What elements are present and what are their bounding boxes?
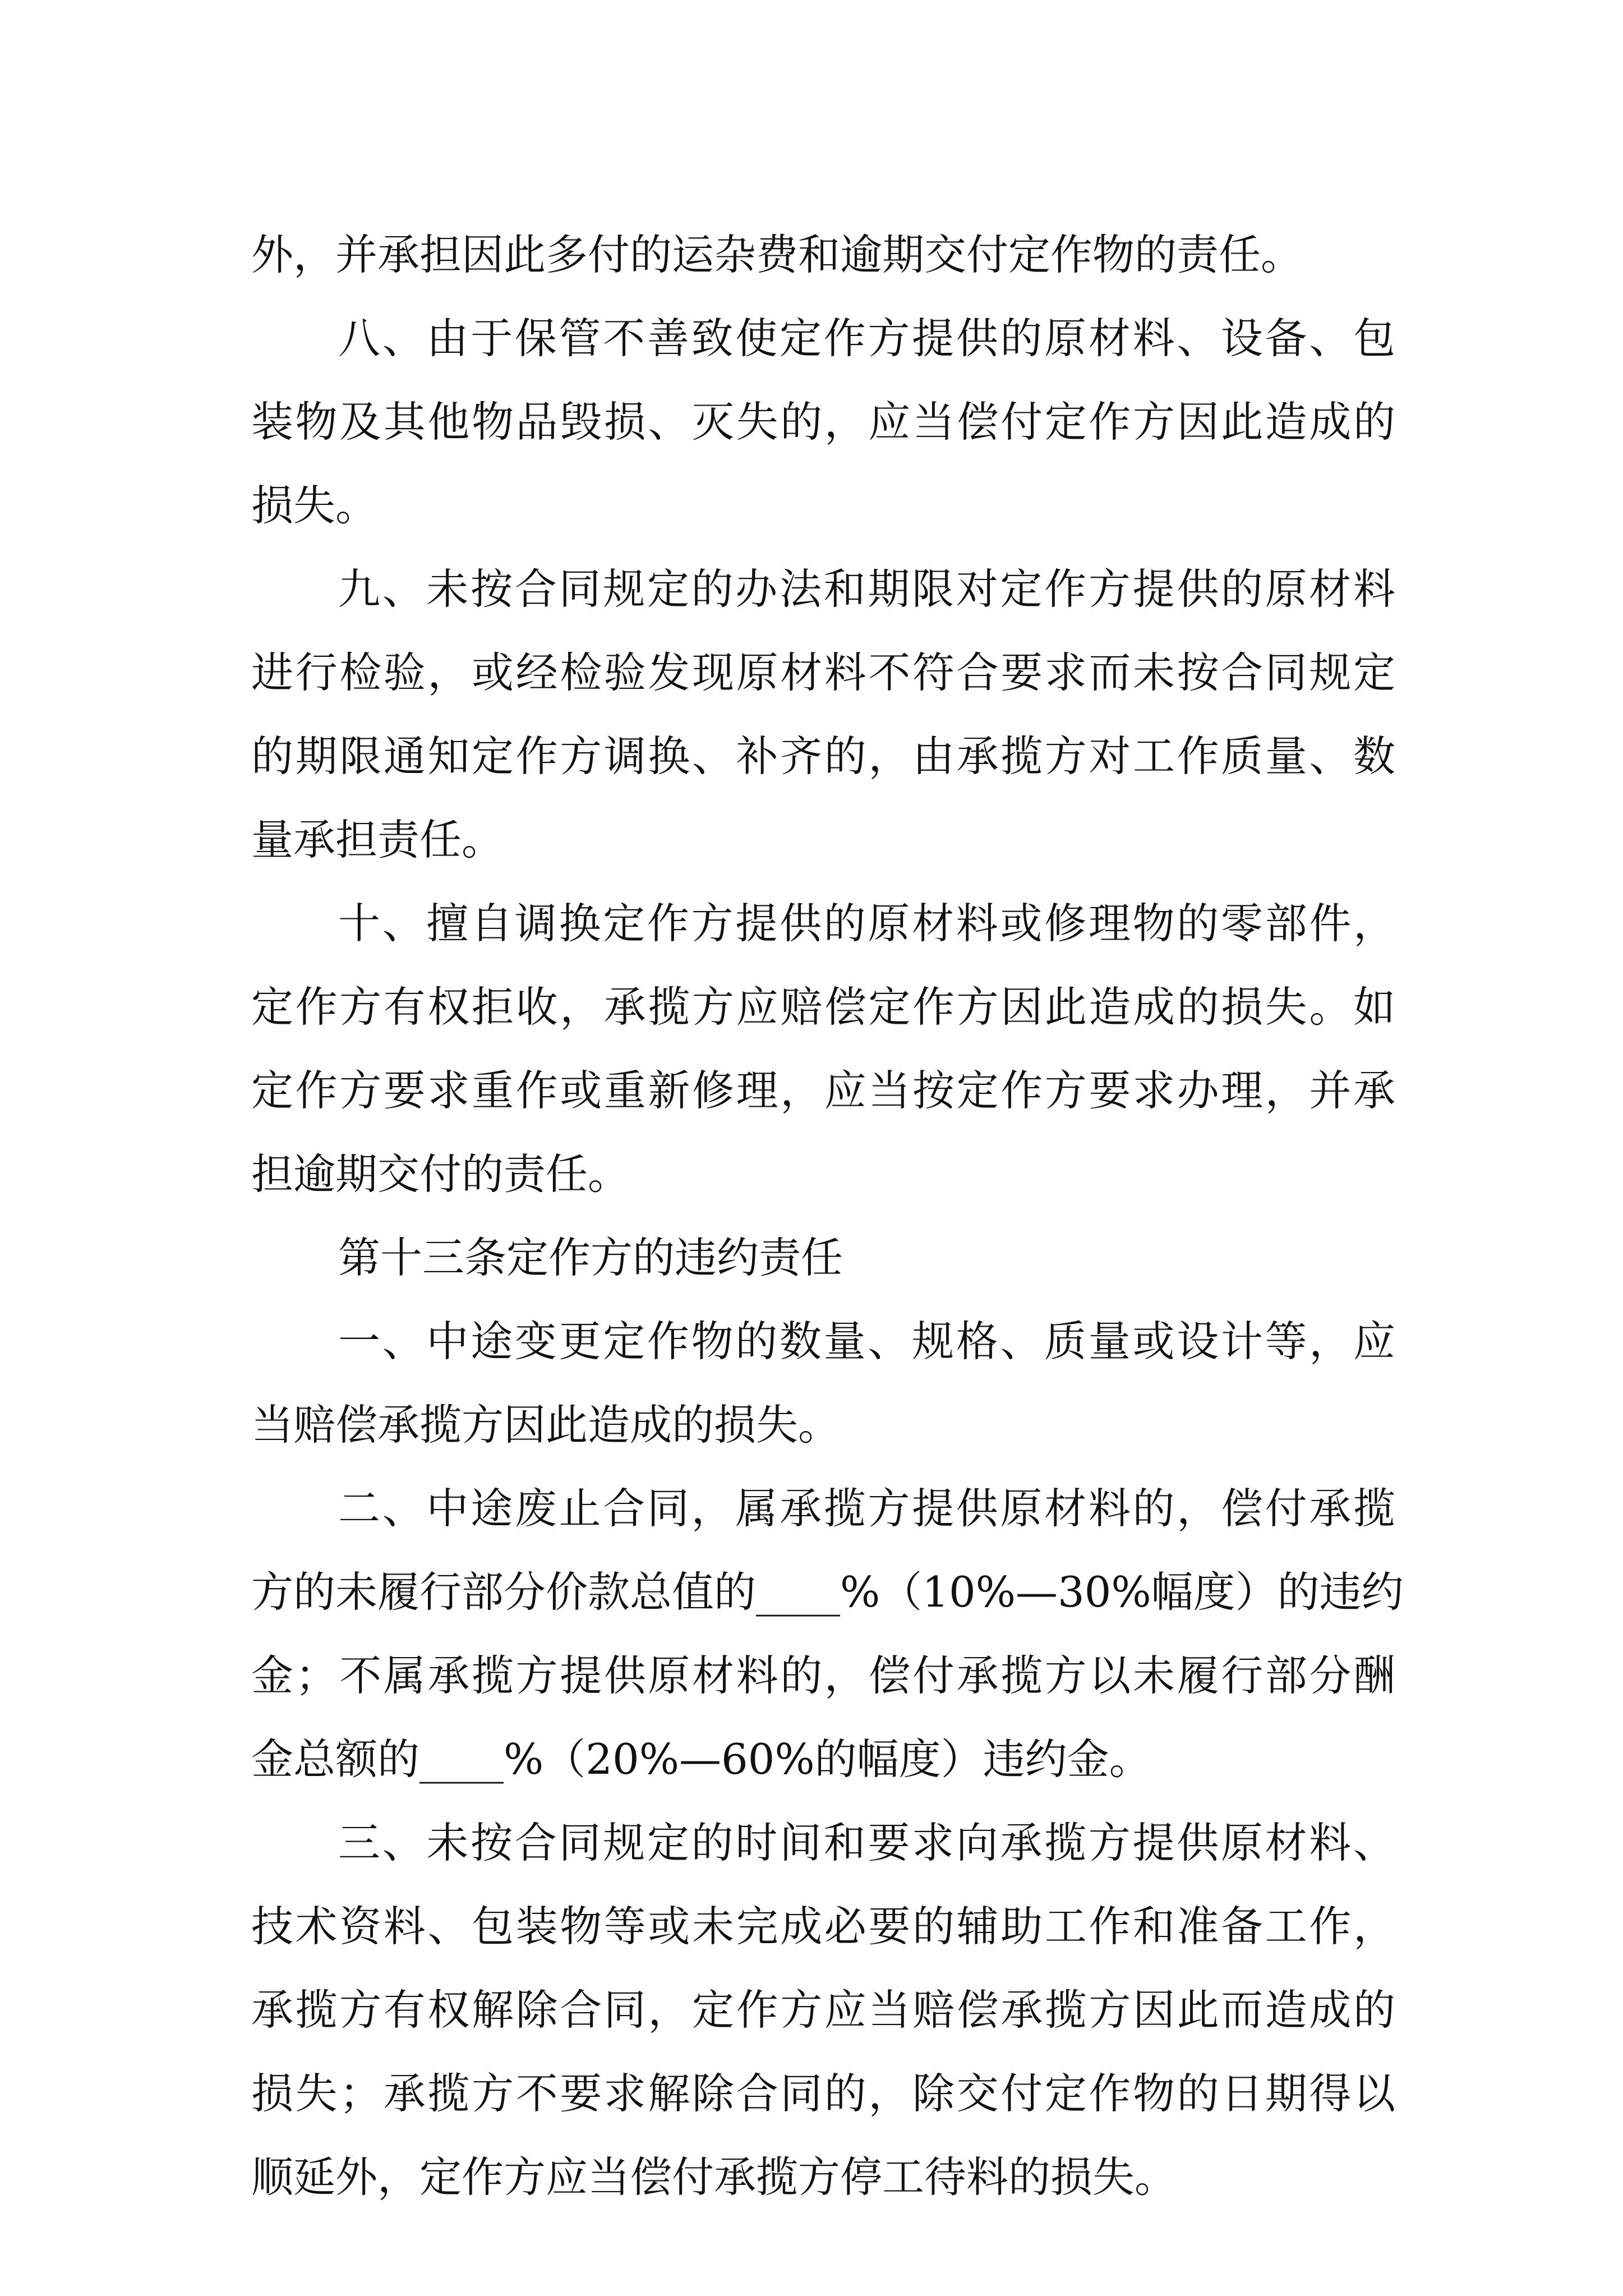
document-text-line: 方的未履行部分价款总值的____%（10%—30%幅度）的违约 <box>251 1567 1404 1617</box>
document-text-line: 承揽方有权解除合同，定作方应当赔偿承揽方因此而造成的 <box>251 1985 1395 2035</box>
document-text-line: 三、未按合同规定的时间和要求向承揽方提供原材料、 <box>338 1818 1395 1867</box>
document-text-line: 金；不属承揽方提供原材料的，偿付承揽方以未履行部分酬 <box>251 1651 1395 1700</box>
document-text-line: 技术资料、包装物等或未完成必要的辅助工作和准备工作， <box>251 1902 1395 1951</box>
document-text-line: 金总额的____%（20%—60%的幅度）违约金。 <box>251 1734 1151 1784</box>
document-text-line: 八、由于保管不善致使定作方提供的原材料、设备、包 <box>338 314 1395 363</box>
document-text-line: 损失；承揽方不要求解除合同的，除交付定作物的日期得以 <box>251 2069 1395 2118</box>
document-text-line: 损失。 <box>251 481 378 530</box>
document-text-line: 第十三条定作方的违约责任 <box>338 1233 843 1282</box>
document-text-line: 九、未按合同规定的办法和期限对定作方提供的原材料 <box>338 564 1395 614</box>
document-text-line: 二、中途废止合同，属承揽方提供原材料的，偿付承揽 <box>338 1484 1395 1533</box>
document-text-line: 进行检验，或经检验发现原材料不符合要求而未按合同规定 <box>251 648 1395 697</box>
document-text-line: 十、擅自调换定作方提供的原材料或修理物的零部件， <box>338 899 1395 948</box>
document-text-line: 的期限通知定作方调换、补齐的，由承揽方对工作质量、数 <box>251 731 1395 781</box>
document-text-line: 顺延外，定作方应当偿付承揽方停工待料的损失。 <box>251 2152 1177 2202</box>
document-text-line: 外，并承担因此多付的运杂费和逾期交付定作物的责任。 <box>251 230 1303 279</box>
document-text-line: 定作方有权拒收，承揽方应赔偿定作方因此造成的损失。如 <box>251 982 1395 1032</box>
document-text-line: 量承担责任。 <box>251 815 504 864</box>
document-text-line: 定作方要求重作或重新修理，应当按定作方要求办理，并承 <box>251 1066 1395 1115</box>
document-text-line: 当赔偿承揽方因此造成的损失。 <box>251 1400 841 1450</box>
document-text-line: 一、中途变更定作物的数量、规格、质量或设计等，应 <box>338 1317 1395 1366</box>
document-text-line: 装物及其他物品毁损、灭失的，应当偿付定作方因此造成的 <box>251 397 1395 447</box>
document-text-line: 担逾期交付的责任。 <box>251 1149 630 1199</box>
document-body <box>251 213 1404 2219</box>
